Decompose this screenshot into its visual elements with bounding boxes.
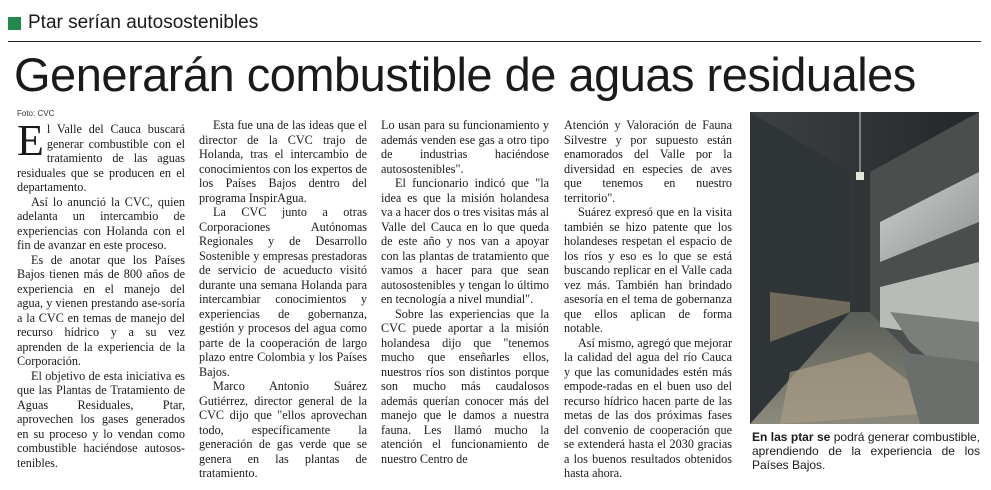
treatment-plant-illustration [750,112,979,424]
article-column-1 [17,122,185,490]
paragraph: Marco Antonio Suárez Gutiérrez, director general de la CVC dijo que "ellos aprovechan todo, específicamente la generación de gas verde que se genera en las plantas de tratamiento. [199,379,367,480]
article-column-4 [564,118,732,486]
section-kicker [8,8,258,38]
paragraph: El objetivo de esta iniciativa es que las Plantas de Tratamiento de Aguas Residuales, Ptar, aprovechen los gases generados en su proceso y lo vendan como combustible haciéndose autosos-tenibles. [17,368,185,470]
paragraph: Sobre las experiencias que la CVC puede aportar a la misión holandesa dijo que "tenemos mucho que enseñarles ellos, nuestros ríos son distintos porque son mucho más caudalosos además querían conocer más del manejo que le damos a nuestra fauna. Les llamó mucho la atención el funcionamiento de nuestro Centro de [381,306,549,466]
page-title: Generarán combustible de aguas residuales [14,48,916,101]
paragraph-text: l Valle del Cauca buscará generar combustible con el tratamiento de las aguas residuales que se producen en el departamento. [17,122,185,194]
drop-cap: E [17,122,44,165]
paragraph: Es de anotar que los Países Bajos tienen más de 800 años de experiencia en el manejo del agua, y vienen prestando ase-soría a la CVC en temas de manejo del recurso hídrico y a su vez aprenden de la experiencia de la Corporación. [17,252,185,368]
kicker-text: Ptar serían autosostenibles [28,12,259,33]
paragraph: Atención y Valoración de Fauna Silvestre y por supuesto están enamorados del Valle por la diversidad en especies de aves que tenemos en nuestro territorio". [564,118,732,205]
photo-caption [752,430,980,472]
paragraph: Lo usan para su funcionamiento y además venden ese gas a otro tipo de industrias haciéndose autosostenibles". [381,118,549,176]
article-column-3 [381,118,549,486]
paragraph: La CVC junto a otras Corporaciones Autónomas Regionales y de Desarrollo Sostenible y empresas prestadoras de servicio de acueducto visitó durante una semana Holanda para intercambiar conocimientos y experiencias de gobernanza, gestión y procesos del agua como parte de la cooperación de largo plazo entre Colombia y los Países Bajos. [199,205,367,379]
top-divider [8,41,981,42]
paragraph [17,122,185,195]
paragraph: Suárez expresó que en la visita también se hizo patente que los holandeses respetan el espacio de los ríos y eso es lo que se está buscando replicar en el Valle cada vez más. También han brindado asesoría en el tema de gobernanza que ellos aplican de forma notable. [564,205,732,335]
article-column-2 [199,118,367,486]
caption-text: podrá generar combustible, aprendiendo de la experiencia de los Países Bajos. [752,430,980,472]
kicker-square-icon [8,17,21,30]
caption-lead: En las ptar se [752,430,831,444]
photo-credit: Foto: CVC [17,109,55,118]
paragraph: Esta fue una de las ideas que el director de la CVC trajo de Holanda, tras el intercambio de conocimientos con los expertos de los Países Bajos dentro del programa InspirAgua. [199,118,367,205]
article-photo [750,112,979,424]
paragraph: El funcionario indicó que "la idea es que la misión holandesa va a hacer dos o tres visitas más al Valle del Cauca en lo que queda de este año y nos van a apoyar con las plantas de tratamiento que vamos a hacer para que sean autosostenibles y tengan lo último en tecnología a nivel mundial". [381,176,549,306]
paragraph: Así lo anunció la CVC, quien adelanta un intercambio de experiencias con Holanda con el fin de avanzar en este proceso. [17,194,185,252]
paragraph: Así mismo, agregó que mejorar la calidad del agua del río Cauca y que las comunidades estén más empode-radas en el buen uso del recurso hídrico hacen parte de las metas de las dos próximas fases del convenio de cooperación que se extenderá hasta el 2030 gracias a los buenos resultados obtenidos hasta ahora. [564,335,732,480]
